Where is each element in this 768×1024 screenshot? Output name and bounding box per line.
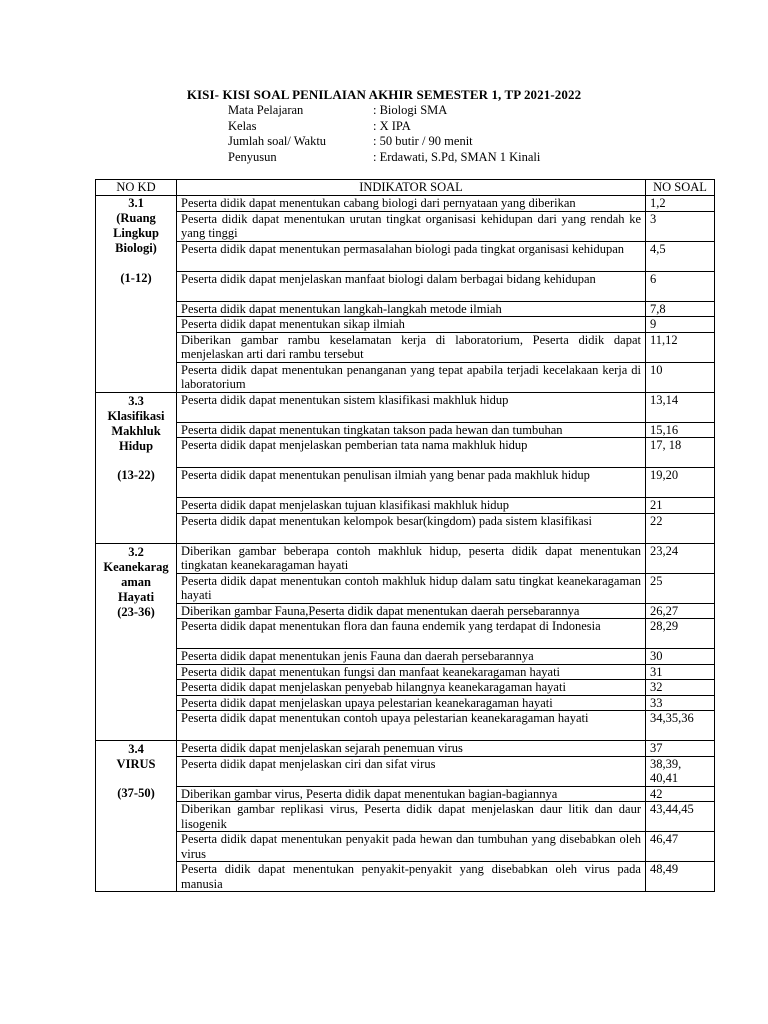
table-row bbox=[96, 301, 715, 317]
table-row bbox=[96, 196, 715, 212]
meta-label: Kelas bbox=[228, 118, 257, 133]
indikator-cell: Peserta didik dapat menentukan sistem klasifikasi makhluk hidup bbox=[177, 392, 646, 422]
kd-cell bbox=[96, 543, 177, 741]
indikator-cell: Peserta didik dapat menentukan penyakit-penyakit yang disebabkan oleh virus pada manusia bbox=[177, 862, 646, 892]
table-row bbox=[96, 362, 715, 392]
meta-value: : Biologi SMA bbox=[373, 103, 448, 117]
no-soal-cell: 33 bbox=[646, 695, 715, 711]
no-soal-cell: 48,49 bbox=[646, 862, 715, 892]
table-row bbox=[96, 603, 715, 619]
table-row bbox=[96, 422, 715, 438]
indikator-cell: Diberikan gambar virus, Peserta didik dapat menentukan bagian-bagiannya bbox=[177, 786, 646, 802]
kd-range: (37-50) bbox=[117, 786, 155, 800]
indikator-cell: Peserta didik dapat menjelaskan pemberian tata nama makhluk hidup bbox=[177, 438, 646, 468]
no-soal-cell: 21 bbox=[646, 498, 715, 514]
indikator-cell: Peserta didik dapat menjelaskan ciri dan sifat virus bbox=[177, 756, 646, 786]
kisi-table bbox=[95, 179, 715, 892]
header-no-soal: NO SOAL bbox=[646, 180, 715, 196]
table-row bbox=[96, 392, 715, 422]
table-row bbox=[96, 438, 715, 468]
indikator-cell: Peserta didik dapat menentukan penanganan yang tepat apabila terjadi kecelakaan kerja di laboratorium bbox=[177, 362, 646, 392]
no-soal-cell: 1,2 bbox=[646, 196, 715, 212]
meta-value: : 50 butir / 90 menit bbox=[373, 134, 473, 148]
indikator-cell: Peserta didik dapat menentukan cabang biologi dari pernyataan yang diberikan bbox=[177, 196, 646, 212]
page-title: KISI- KISI SOAL PENILAIAN AKHIR SEMESTER 1, TP 2021-2022 bbox=[186, 87, 582, 102]
meta-value: : Erdawati, S.Pd, SMAN 1 Kinali bbox=[373, 149, 541, 164]
meta-row bbox=[228, 134, 540, 150]
kd-label: Makhluk bbox=[111, 423, 161, 438]
kd-label: (23-36) bbox=[117, 604, 155, 619]
indikator-cell: Peserta didik dapat menjelaskan upaya pelestarian keanekaragaman hayati bbox=[177, 695, 646, 711]
indikator-cell: Peserta didik dapat menentukan penulisan ilmiah yang benar pada makhluk hidup bbox=[177, 468, 646, 498]
indikator-cell: Peserta didik dapat menentukan penyakit pada hewan dan tumbuhan yang disebabkan oleh virus bbox=[177, 832, 646, 862]
indikator-cell: Peserta didik dapat menentukan sikap ilmiah bbox=[177, 317, 646, 333]
table-row bbox=[96, 513, 715, 543]
table-row bbox=[96, 756, 715, 786]
kd-cell bbox=[96, 741, 177, 892]
table-row bbox=[96, 695, 715, 711]
table-row bbox=[96, 711, 715, 741]
table-row bbox=[96, 543, 715, 573]
indikator-cell: Peserta didik dapat menjelaskan manfaat biologi dalam berbagai bidang kehidupan bbox=[177, 271, 646, 301]
meta-row bbox=[228, 103, 540, 119]
kd-range: (1-12) bbox=[120, 271, 152, 285]
indikator-cell: Peserta didik dapat menentukan tingkatan takson pada hewan dan tumbuhan bbox=[177, 422, 646, 438]
no-soal-cell: 19,20 bbox=[646, 468, 715, 498]
kd-label: aman bbox=[121, 574, 151, 589]
indikator-cell: Peserta didik dapat menentukan flora dan fauna endemik yang terdapat di Indonesia bbox=[177, 619, 646, 649]
indikator-cell: Peserta didik dapat menentukan contoh makhluk hidup dalam satu tingkat keanekaragaman hayati bbox=[177, 573, 646, 603]
table-header-row bbox=[96, 180, 715, 196]
no-soal-cell: 31 bbox=[646, 664, 715, 680]
kd-cell bbox=[96, 392, 177, 543]
table-row bbox=[96, 241, 715, 271]
meta-row bbox=[228, 150, 540, 166]
table-row bbox=[96, 862, 715, 892]
no-soal-cell: 22 bbox=[646, 513, 715, 543]
no-soal-cell: 6 bbox=[646, 271, 715, 301]
no-soal-cell: 7,8 bbox=[646, 301, 715, 317]
kd-label: Hayati bbox=[117, 589, 155, 604]
no-soal-cell: 25 bbox=[646, 573, 715, 603]
no-soal-cell: 9 bbox=[646, 317, 715, 333]
no-soal-cell: 3 bbox=[646, 211, 715, 241]
indikator-cell: Peserta didik dapat menjelaskan sejarah penemuan virus bbox=[177, 741, 646, 757]
document-meta bbox=[228, 103, 540, 165]
no-soal-cell: 17, 18 bbox=[646, 438, 715, 468]
kd-cell bbox=[96, 196, 177, 393]
table-row bbox=[96, 498, 715, 514]
kd-label: Biologi) bbox=[115, 241, 157, 255]
kd-label: Lingkup bbox=[113, 226, 159, 240]
meta-row bbox=[228, 119, 540, 135]
no-soal-cell: 13,14 bbox=[646, 392, 715, 422]
table-row bbox=[96, 786, 715, 802]
no-soal-cell: 38,39, 40,41 bbox=[646, 756, 715, 786]
indikator-cell: Diberikan gambar Fauna,Peserta didik dapat menentukan daerah persebarannya bbox=[177, 603, 646, 619]
indikator-cell: Peserta didik dapat menentukan permasalahan biologi pada tingkat organisasi kehidupan bbox=[177, 241, 646, 271]
meta-label: Jumlah soal/ Waktu bbox=[228, 134, 327, 148]
table-row bbox=[96, 271, 715, 301]
table-row bbox=[96, 832, 715, 862]
table-row bbox=[96, 802, 715, 832]
no-soal-cell: 10 bbox=[646, 362, 715, 392]
kd-label: Hidup bbox=[118, 438, 154, 453]
meta-label: Mata Pelajaran bbox=[228, 103, 304, 117]
indikator-cell: Peserta didik dapat menentukan fungsi dan manfaat keanekaragaman hayati bbox=[177, 664, 646, 680]
no-soal-cell: 37 bbox=[646, 741, 715, 757]
no-soal-cell: 23,24 bbox=[646, 543, 715, 573]
no-soal-cell: 11,12 bbox=[646, 332, 715, 362]
no-soal-cell: 32 bbox=[646, 680, 715, 696]
no-soal-cell: 30 bbox=[646, 649, 715, 665]
kd-label: Klasifikasi bbox=[107, 408, 165, 423]
header-no-kd: NO KD bbox=[96, 180, 177, 196]
table-row bbox=[96, 619, 715, 649]
indikator-cell: Peserta didik dapat menentukan langkah-langkah metode ilmiah bbox=[177, 301, 646, 317]
table-row bbox=[96, 741, 715, 757]
no-soal-cell: 4,5 bbox=[646, 241, 715, 271]
meta-value: : X IPA bbox=[373, 118, 411, 133]
indikator-cell: Diberikan gambar beberapa contoh makhluk hidup, peserta didik dapat menentukan tingkatan keanekaragaman hayati bbox=[177, 543, 646, 573]
table-row bbox=[96, 573, 715, 603]
no-soal-cell: 28,29 bbox=[646, 619, 715, 649]
table-row bbox=[96, 664, 715, 680]
kd-label: 3.2 bbox=[128, 544, 144, 559]
header-indikator: INDIKATOR SOAL bbox=[177, 180, 646, 196]
kd-label: 3.1 bbox=[128, 196, 144, 210]
no-soal-cell: 43,44,45 bbox=[646, 802, 715, 832]
kd-label: 3.3 bbox=[128, 393, 144, 408]
no-soal-cell: 34,35,36 bbox=[646, 711, 715, 741]
table-row bbox=[96, 649, 715, 665]
kd-label: 3.4 bbox=[128, 742, 144, 756]
meta-label: Penyusun bbox=[228, 149, 277, 164]
table-row bbox=[96, 680, 715, 696]
table-row bbox=[96, 332, 715, 362]
no-soal-cell: 42 bbox=[646, 786, 715, 802]
no-soal-cell: 15,16 bbox=[646, 422, 715, 438]
kd-label: Keanekarag bbox=[103, 559, 169, 574]
no-soal-cell: 26,27 bbox=[646, 603, 715, 619]
indikator-cell: Peserta didik dapat menjelaskan penyebab hilangnya keanekaragaman hayati bbox=[177, 680, 646, 696]
kd-label: VIRUS bbox=[116, 757, 156, 771]
indikator-cell: Diberikan gambar rambu keselamatan kerja di laboratorium, Peserta didik dapat menjelaskan arti dari rambu tersebut bbox=[177, 332, 646, 362]
indikator-cell: Peserta didik dapat menentukan jenis Fauna dan daerah persebarannya bbox=[177, 649, 646, 665]
indikator-cell: Peserta didik dapat menentukan urutan tingkat organisasi kehidupan dari yang rendah ke yang tinggi bbox=[177, 211, 646, 241]
kd-range: (13-22) bbox=[117, 467, 155, 482]
table-row bbox=[96, 211, 715, 241]
kd-label: (Ruang bbox=[116, 211, 156, 225]
no-soal-cell: 46,47 bbox=[646, 832, 715, 862]
indikator-cell: Peserta didik dapat menentukan contoh upaya pelestarian keanekaragaman hayati bbox=[177, 711, 646, 741]
table-row bbox=[96, 317, 715, 333]
indikator-cell: Diberikan gambar replikasi virus, Peserta didik dapat menjelaskan daur litik dan daur lisogenik bbox=[177, 802, 646, 832]
indikator-cell: Peserta didik dapat menentukan kelompok besar(kingdom) pada sistem klasifikasi bbox=[177, 513, 646, 543]
table-row bbox=[96, 468, 715, 498]
indikator-cell: Peserta didik dapat menjelaskan tujuan klasifikasi makhluk hidup bbox=[177, 498, 646, 514]
